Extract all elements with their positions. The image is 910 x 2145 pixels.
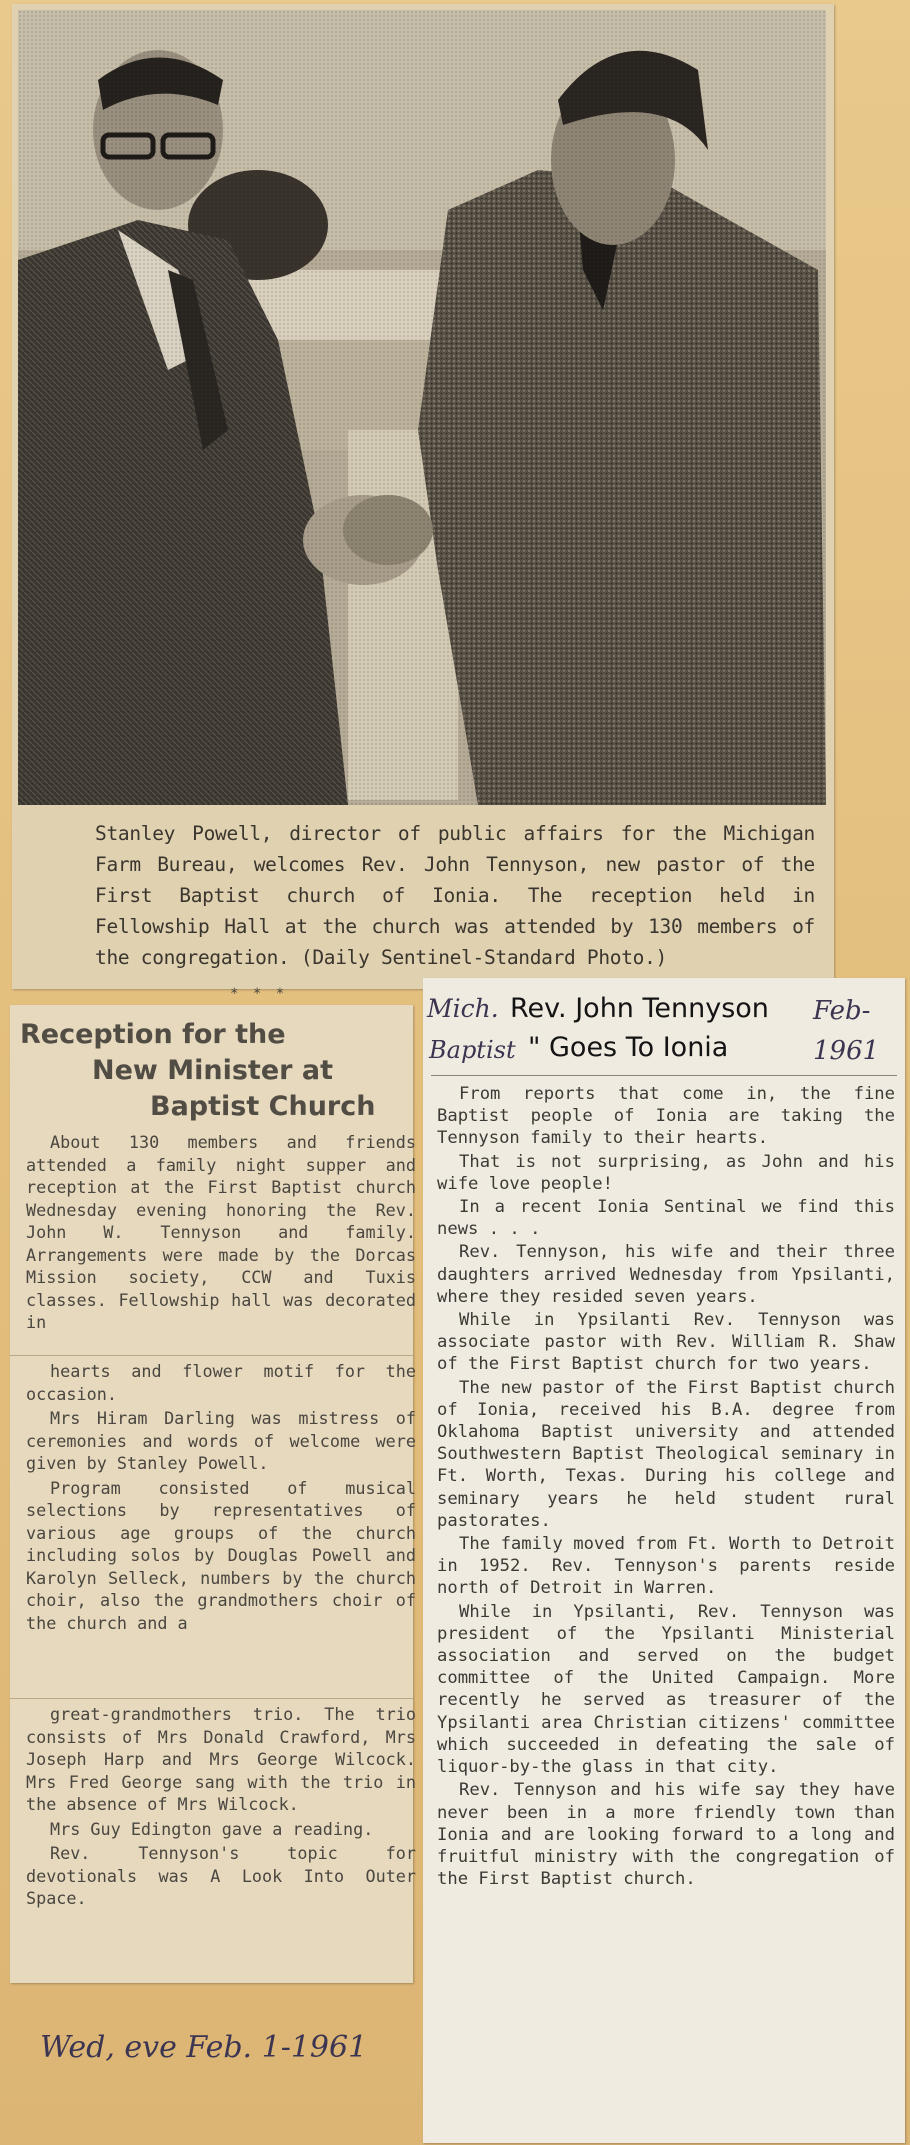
right-paragraph: Rev. Tennyson, his wife and their three daughters arrived Wednesday from Ypsilanti, where they resided seven years. <box>437 1242 895 1307</box>
right-paragraph: From reports that come in, the fine Baptist people of Ionia are taking the Tennyson family to their hearts. <box>437 1084 895 1149</box>
clipping-seam <box>10 1698 413 1699</box>
right-title-line-1: Rev. John Tennyson <box>510 993 769 1024</box>
right-paragraph: The new pastor of the First Baptist church of Ionia, received his B.A. degree from Oklahoma Baptist university and attended Southwestern Baptist Theological seminary in Ft. Worth, Texas. During his college and seminary years he held student rural pastorates. <box>437 1377 895 1531</box>
handwritten-year: 1961 <box>813 1036 880 1066</box>
photo-caption <box>95 818 815 973</box>
left-headline-line-3: Baptist Church <box>150 1091 376 1122</box>
handwritten-mich: Mich. <box>427 994 499 1023</box>
handwritten-date-note: Wed, eve Feb. 1-1961 <box>40 2030 368 2065</box>
news-photo <box>18 10 826 805</box>
left-paragraph: Program consisted of musical selections by representatives of various age groups of the church including solos by Douglas Powell and Karolyn Selleck, numbers by the church choir, also the grandmothers choir of the church and a <box>26 1477 416 1633</box>
left-article-body-part-3 <box>26 1703 416 1912</box>
section-separator: * * * <box>230 986 288 1002</box>
left-article-body-part-1 <box>26 1131 416 1336</box>
handshake-photo-image <box>18 10 826 805</box>
right-paragraph: Rev. Tennyson and his wife say they have never been in a more friendly town than Ionia and are looking forward to a long and fruitful ministry with the congregation of the First Baptist church. <box>437 1780 895 1890</box>
photo-caption-text: Stanley Powell, director of public affairs for the Michigan Farm Bureau, welcomes Rev. John Tennyson, new pastor of the First Baptist church of Ionia. The reception held in Fellowship Hall at the church was attended by 130 members of the congregation. (Daily Sentinel-Standard Photo.) <box>95 822 815 969</box>
right-title-line-2: " Goes To Ionia <box>528 1032 729 1063</box>
right-article-clipping <box>423 978 905 2143</box>
handwritten-month: Feb- <box>813 996 871 1026</box>
left-headline-line-1: Reception for the <box>20 1019 286 1050</box>
left-paragraph: hearts and flower motif for the occasion. <box>26 1361 416 1404</box>
right-paragraph: In a recent Ionia Sentinal we find this news . . . <box>437 1197 895 1240</box>
left-paragraph: great-grandmothers trio. The trio consists of Mrs Donald Crawford, Mrs Joseph Harp and Mrs George Wilcock. Mrs Fred George sang with the trio in the absence of Mrs Wilcock. <box>26 1704 416 1814</box>
right-paragraph: The family moved from Ft. Worth to Detroit in 1952. Rev. Tennyson's parents reside north of Detroit in Warren. <box>437 1534 895 1599</box>
left-paragraph: Mrs Guy Edington gave a reading. <box>50 1818 374 1839</box>
handwritten-baptist: Baptist <box>429 1036 516 1064</box>
left-headline-line-2: New Minister at <box>92 1055 333 1086</box>
left-paragraph: Rev. Tennyson's topic for devotionals was A Look Into Outer Space. <box>26 1843 416 1908</box>
right-paragraph: While in Ypsilanti, Rev. Tennyson was president of the Ypsilanti Ministerial association and served on the budget committee of the United Campaign. More recently he served as treasurer of the Ypsilanti area Christian citizens' committee which succeeded in defeating the sale of liquor-by-the glass in that city. <box>437 1601 895 1778</box>
clipping-seam <box>10 1355 413 1356</box>
left-article-body-part-2 <box>26 1360 416 1636</box>
right-article-body <box>437 1083 895 1891</box>
title-rule <box>431 1075 897 1076</box>
left-article-clipping <box>10 1005 416 1983</box>
right-paragraph: That is not surprising, as John and his wife love people! <box>437 1151 895 1194</box>
left-paragraph: Mrs Hiram Darling was mistress of ceremonies and words of welcome were given by Stanley Powell. <box>26 1408 416 1473</box>
right-paragraph: While in Ypsilanti Rev. Tennyson was associate pastor with Rev. William R. Shaw of the First Baptist church for two years. <box>437 1310 895 1375</box>
left-paragraph: About 130 members and friends attended a family night supper and reception at the First Baptist church Wednesday evening honoring the Rev. John W. Tennyson and family. Arrangements were made by the Dorcas Mission society, CCW and Tuxis classes. Fellowship hall was decorated in <box>26 1132 416 1332</box>
